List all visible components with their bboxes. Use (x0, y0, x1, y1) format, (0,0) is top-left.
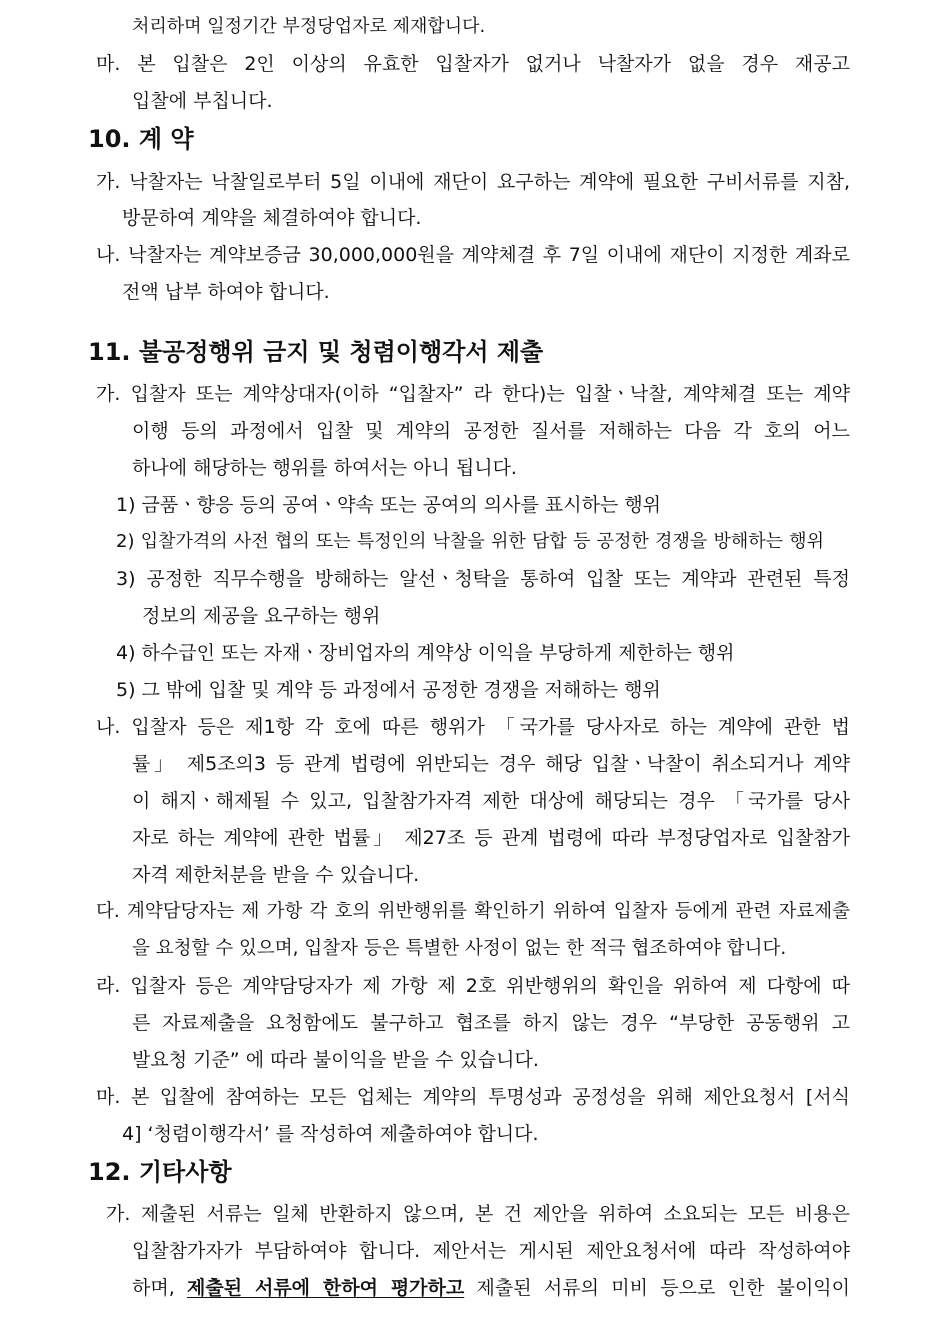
list-item: 2) 입찰가격의 사전 협의 또는 특정인의 낙찰을 위한 담합 등 공정한 경쟁을 방해하는 행위 (116, 531, 824, 552)
text-line: 나. 입찰자 등은 제1항 각 호에 따른 행위가 「국가를 당사자로 하는 계약에 관한 법 (96, 716, 850, 738)
text-line: 가. 낙찰자는 낙찰일로부터 5일 이내에 재단이 요구하는 계약에 필요한 구비서류를 지참, (96, 171, 850, 193)
underlined-emphasis: 제출된 서류에 한하여 평가하고 (187, 1277, 465, 1299)
list-item: 4) 하수급인 또는 자재ㆍ장비업자의 계약상 이익을 부당하게 제한하는 행위 (116, 642, 735, 664)
text-line: 나. 낙찰자는 계약보증금 30,000,000원을 계약체결 후 7일 이내에 재단이 지정한 계좌로 (96, 244, 850, 266)
list-item: 1) 금품ㆍ향응 등의 공여ㆍ약속 또는 공여의 의사를 표시하는 행위 (116, 494, 662, 516)
text-line: 방문하여 계약을 체결하여야 합니다. (122, 207, 422, 229)
text-segment: 하며, (132, 1277, 175, 1299)
text-line: 입찰참가자가 부담하여야 합니다. 제안서는 게시된 제안요청서에 따라 작성하여야 (132, 1240, 850, 1262)
section-heading-12: 12. 기타사항 (88, 1158, 232, 1186)
text-line: 마. 본 입찰은 2인 이상의 유효한 입찰자가 없거나 낙찰자가 없을 경우 재공고 (96, 53, 850, 75)
text-line: 입찰에 부칩니다. (132, 90, 273, 112)
text-line: 가. 입찰자 또는 계약상대자(이하 “입찰자” 라 한다)는 입찰ㆍ낙찰, 계약체결 또는 계약 (96, 383, 850, 405)
text-segment: 제출된 서류의 미비 등으로 인한 불이익이 (476, 1277, 851, 1299)
text-line: 발요청 기준” 에 따라 불이익을 받을 수 있습니다. (132, 1049, 539, 1071)
section-heading-11: 11. 불공정행위 금지 및 청렴이행각서 제출 (88, 338, 544, 366)
text-line: 른 자료제출을 요청함에도 불구하고 협조를 하지 않는 경우 “부당한 공동행위 고 (132, 1012, 850, 1034)
text-line: 을 요청할 수 있으며, 입찰자 등은 특별한 사정이 없는 한 적극 협조하여야 합니다. (132, 938, 787, 959)
text-line: 마. 본 입찰에 참여하는 모든 업체는 계약의 투명성과 공정성을 위해 제안요청서 [서식 (96, 1086, 850, 1108)
text-line: 하나에 해당하는 행위를 하여서는 아니 됩니다. (132, 457, 517, 479)
text-line: 자로 하는 계약에 관한 법률」 제27조 등 관계 법령에 따라 부정당업자로 입찰참가 (132, 827, 850, 849)
text-line: 전액 납부 하여야 합니다. (122, 281, 330, 303)
text-line (132, 1275, 850, 1301)
text-line: 라. 입찰자 등은 계약담당자가 제 가항 제 2호 위반행위의 확인을 위하여 제 다항에 따 (96, 975, 850, 997)
list-item: 정보의 제공을 요구하는 행위 (142, 605, 381, 627)
text-line: 자격 제한처분을 받을 수 있습니다. (132, 864, 420, 886)
list-item: 5) 그 밖에 입찰 및 계약 등 과정에서 공정한 경쟁을 저해하는 행위 (116, 679, 661, 701)
text-line: 이행 등의 과정에서 입찰 및 계약의 공정한 질서를 저해하는 다음 각 호의 어느 (132, 420, 850, 442)
section-heading-10: 10. 계 약 (88, 125, 194, 153)
list-item: 3) 공정한 직무수행을 방해하는 알선ㆍ청탁을 통하여 입찰 또는 계약과 관련된 특정 (116, 568, 850, 590)
text-line: 이 해지ㆍ해제될 수 있고, 입찰참가자격 제한 대상에 해당되는 경우 「국가를 당사 (132, 790, 850, 812)
text-line: 다. 계약담당자는 제 가항 각 호의 위반행위를 확인하기 위하여 입찰자 등에게 관련 자료제출 (96, 901, 850, 922)
text-line: 4] ‘청렴이행각서’ 를 작성하여 제출하여야 합니다. (122, 1123, 539, 1145)
text-line: 가. 제출된 서류는 일체 반환하지 않으며, 본 건 제안을 위하여 소요되는 모든 비용은 (106, 1203, 850, 1225)
text-line: 처리하며 일정기간 부정당업자로 제재합니다. (132, 16, 486, 37)
text-line: 률」 제5조의3 등 관계 법령에 위반되는 경우 해당 입찰ㆍ낙찰이 취소되거나 계약 (132, 753, 850, 775)
